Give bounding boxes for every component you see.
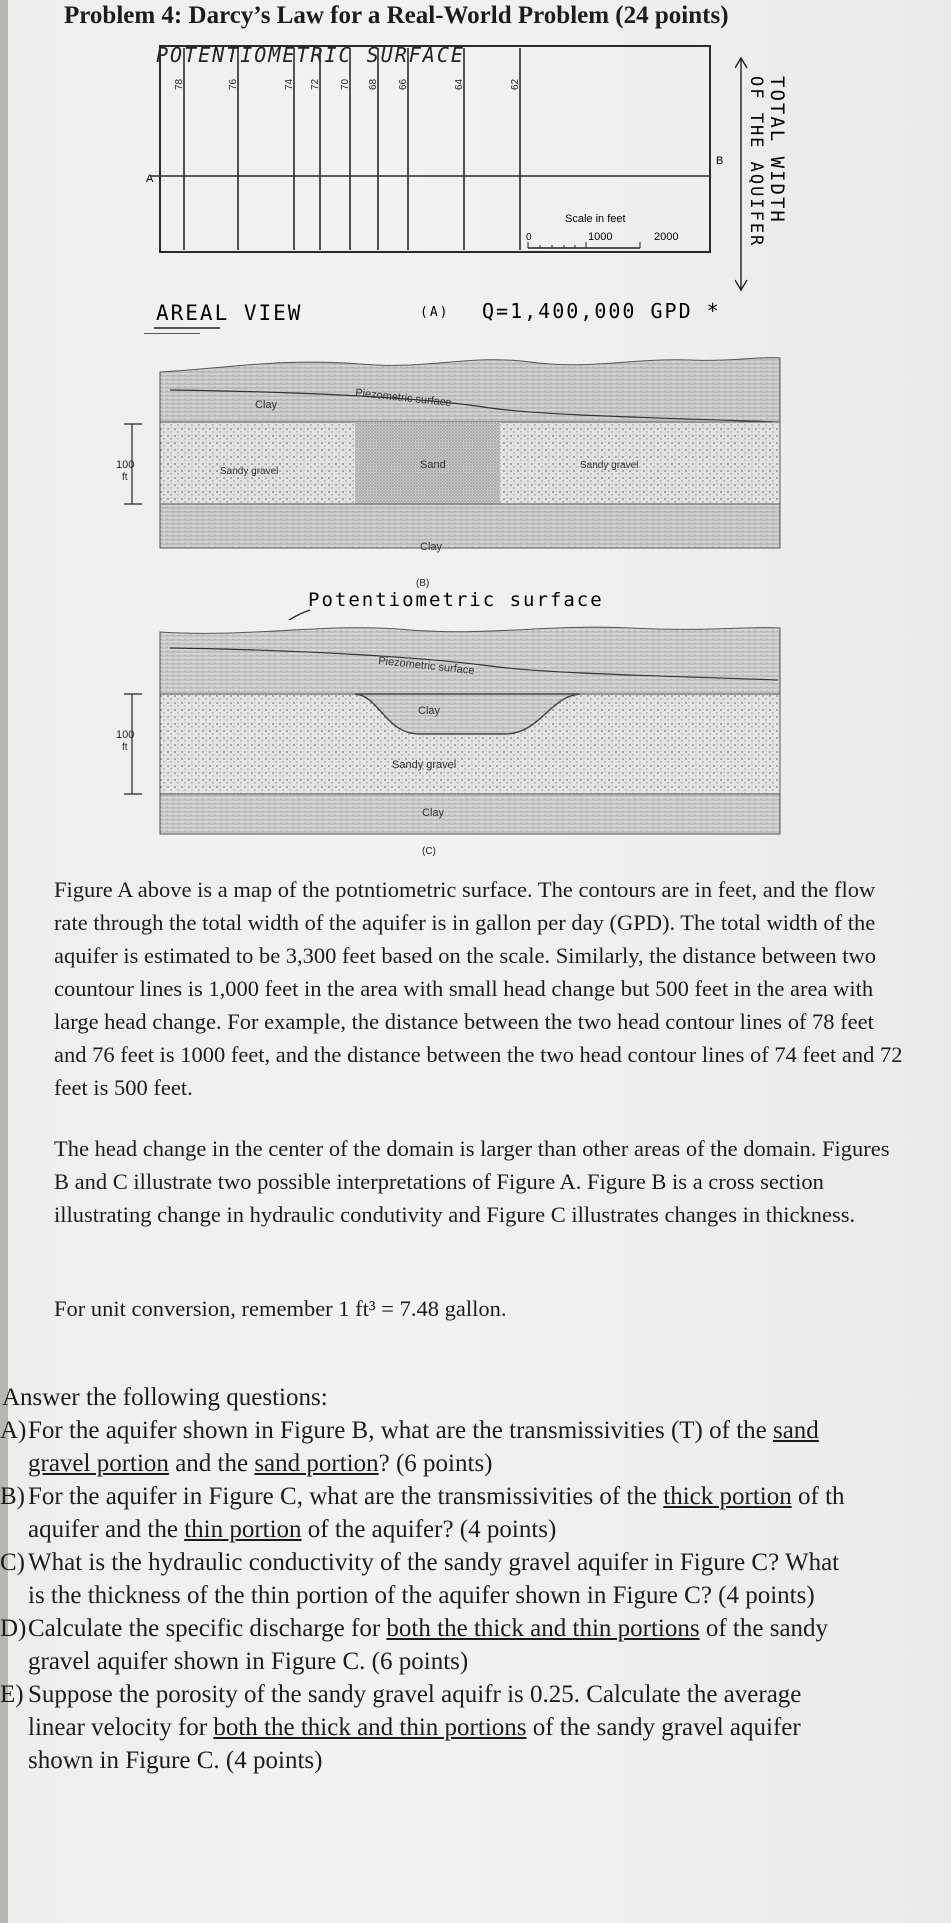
underlined-phrase: thick portion	[663, 1483, 792, 1510]
contour-label-74: 74	[284, 78, 295, 90]
thickness-unit-c: ft	[122, 742, 128, 753]
question-label	[0, 1447, 28, 1480]
question-label	[0, 1645, 28, 1678]
sand-label: Sand	[420, 459, 446, 471]
problem-title: Problem 4: Darcy’s Law for a Real-World Problem (24 points)	[64, 2, 729, 29]
scale-tick-2000: 2000	[654, 231, 679, 243]
question-text: shown in Figure C. (4 points)	[28, 1747, 323, 1774]
question-label: E)	[0, 1681, 24, 1708]
areal-view-label: AREAL VIEW	[156, 301, 303, 325]
figure-b-cross-section	[110, 350, 800, 620]
sandy-gravel-label-left: Sandy gravel	[220, 466, 279, 477]
flow-rate-note: Q=1,400,000 GPD *	[482, 299, 721, 323]
question-text: Suppose the porosity of the sandy gravel aquifr is 0.25. Calculate the average	[28, 1681, 802, 1708]
question-text: aquifer and the thin portion of the aquifer? (4 points)	[28, 1516, 557, 1543]
map-frame	[160, 46, 710, 252]
underlined-phrase: both the thick and thin portions	[213, 1714, 527, 1741]
question-c-line	[0, 1579, 945, 1612]
figure-b-caption: (B)	[416, 578, 430, 589]
scale-title: Scale in feet	[565, 213, 626, 225]
thickness-unit: ft	[122, 472, 128, 483]
contour-label-64: 64	[454, 78, 465, 90]
underlined-phrase: both the thick and thin portions	[386, 1615, 700, 1642]
figure-a	[120, 34, 800, 334]
question-a-line	[0, 1447, 945, 1480]
question-text: Calculate the specific discharge for both the thick and thin portions of the sandy	[28, 1615, 829, 1642]
question-text: For the aquifer shown in Figure B, what are the transmissivities (T) of the sand	[28, 1417, 819, 1444]
piezometric-surface-label-c: Piezometric surface	[377, 655, 476, 678]
question-text: For the aquifer in Figure C, what are the transmissivities of the thick portion of th	[28, 1483, 845, 1510]
question-label	[0, 1744, 28, 1777]
side-note-of-aquifer: OF THE AQUIFER	[746, 76, 766, 248]
paragraph-figures-bc	[54, 1132, 904, 1231]
question-label	[0, 1711, 28, 1744]
thickness-value-c: 100	[116, 729, 135, 741]
question-b-line	[0, 1513, 945, 1546]
question-text: What is the hydraulic conductivity of the sandy gravel aquifer in Figure C? What	[28, 1549, 840, 1576]
paragraph-1: Figure A above is a map of the potntiometric surface. The contours are in feet, and the flow rate through the total width of the aquifer is in gallon per day (GPD). The total width of the aquifer is estimated to be 3,300 feet based on the scale. Similarly, the distance between two countour lines is 1,000 feet in the area with small head change but 500 feet in the area with large head change. For example, the distance between the two head contour lines of 78 feet and 76 feet is 1000 feet, and the distance between the two head contour lines of 74 feet and 72 feet is 500 feet.	[54, 877, 903, 1100]
paragraph-2: The head change in the center of the domain is larger than other areas of the domain. Figures B and C illustrate two possible interpretations of Figure A. Figure B is a cross section illustrating change in hydraulic condutivity and Figure C illustrates changes in thickness.	[54, 1136, 890, 1227]
question-text: linear velocity for both the thick and thin portions of the sandy gravel aquifer	[28, 1714, 801, 1741]
potentiometric-surface-handwritten: Potentiometric surface	[308, 589, 604, 611]
paragraph-figure-a	[54, 873, 904, 1104]
scale-tick-0: 0	[526, 232, 532, 243]
question-b-line	[0, 1480, 945, 1513]
contour-label-68: 68	[368, 78, 379, 90]
contour-label-62: 62	[510, 78, 521, 90]
question-e-line	[0, 1711, 945, 1744]
question-text: gravel aquifer shown in Figure C. (6 points)	[28, 1648, 469, 1675]
underlined-phrase: sand	[772, 1417, 819, 1444]
figure-c-caption: (C)	[422, 846, 436, 857]
underlined-phrase: gravel portion	[28, 1450, 169, 1477]
contour-label-76: 76	[228, 78, 239, 90]
paragraph-3: For unit conversion, remember 1 ft³ = 7.48 gallon.	[54, 1296, 507, 1321]
thickness-value: 100	[116, 459, 135, 471]
clay-label-top: Clay	[255, 399, 278, 411]
side-note-total-width: TOTAL WIDTH	[766, 76, 788, 224]
clay-label-bottom: Clay	[420, 541, 443, 553]
question-label: C)	[0, 1549, 25, 1576]
question-label	[0, 1513, 28, 1546]
figure-c	[110, 610, 800, 870]
scale-bar	[526, 213, 678, 248]
question-e-line	[0, 1678, 945, 1711]
figure-c-cross-section	[110, 610, 800, 870]
question-text: gravel portion and the sand portion? (6 points)	[28, 1450, 493, 1477]
scale-tick-1000: 1000	[588, 231, 613, 243]
question-label: A)	[0, 1417, 27, 1444]
sandy-gravel-label-right: Sandy gravel	[580, 460, 639, 471]
paragraph-unit-conversion	[54, 1292, 904, 1325]
contour-label-70: 70	[340, 78, 351, 90]
underlined-phrase: thin portion	[184, 1516, 302, 1543]
clay-label-c-top: Clay	[418, 705, 441, 717]
contour-lines	[174, 48, 521, 250]
underlined-phrase: sand portion	[254, 1450, 379, 1477]
contour-label-78: 78	[174, 78, 185, 90]
contour-label-66: 66	[398, 78, 409, 90]
point-a-label: A	[146, 173, 154, 185]
clay-label-c-bottom: Clay	[422, 807, 445, 819]
question-label	[0, 1579, 28, 1612]
question-text: is the thickness of the thin portion of the aquifer shown in Figure C? (4 points)	[28, 1582, 815, 1609]
figure-a-map	[120, 34, 800, 334]
question-list	[0, 1414, 945, 1777]
sandy-gravel-label-c: Sandy gravel	[392, 759, 457, 771]
figure-a-caption: (A)	[420, 305, 450, 320]
total-width-note	[735, 54, 795, 294]
questions-intro: Answer the following questions:	[2, 1384, 328, 1411]
piezometric-surface-label: Piezometric surface	[354, 387, 453, 410]
questions	[0, 1381, 945, 1777]
potentiometric-surface-label: POTENTIOMETRIC SURFACE	[156, 43, 465, 67]
point-b-label: B	[716, 155, 724, 167]
contour-label-72: 72	[310, 78, 321, 90]
question-d-line	[0, 1612, 945, 1645]
question-label: B)	[0, 1483, 25, 1510]
question-a-line	[0, 1414, 945, 1447]
question-label: D)	[0, 1615, 27, 1642]
question-c-line	[0, 1546, 945, 1579]
figure-b	[110, 350, 800, 620]
question-d-line	[0, 1645, 945, 1678]
question-e-line	[0, 1744, 945, 1777]
